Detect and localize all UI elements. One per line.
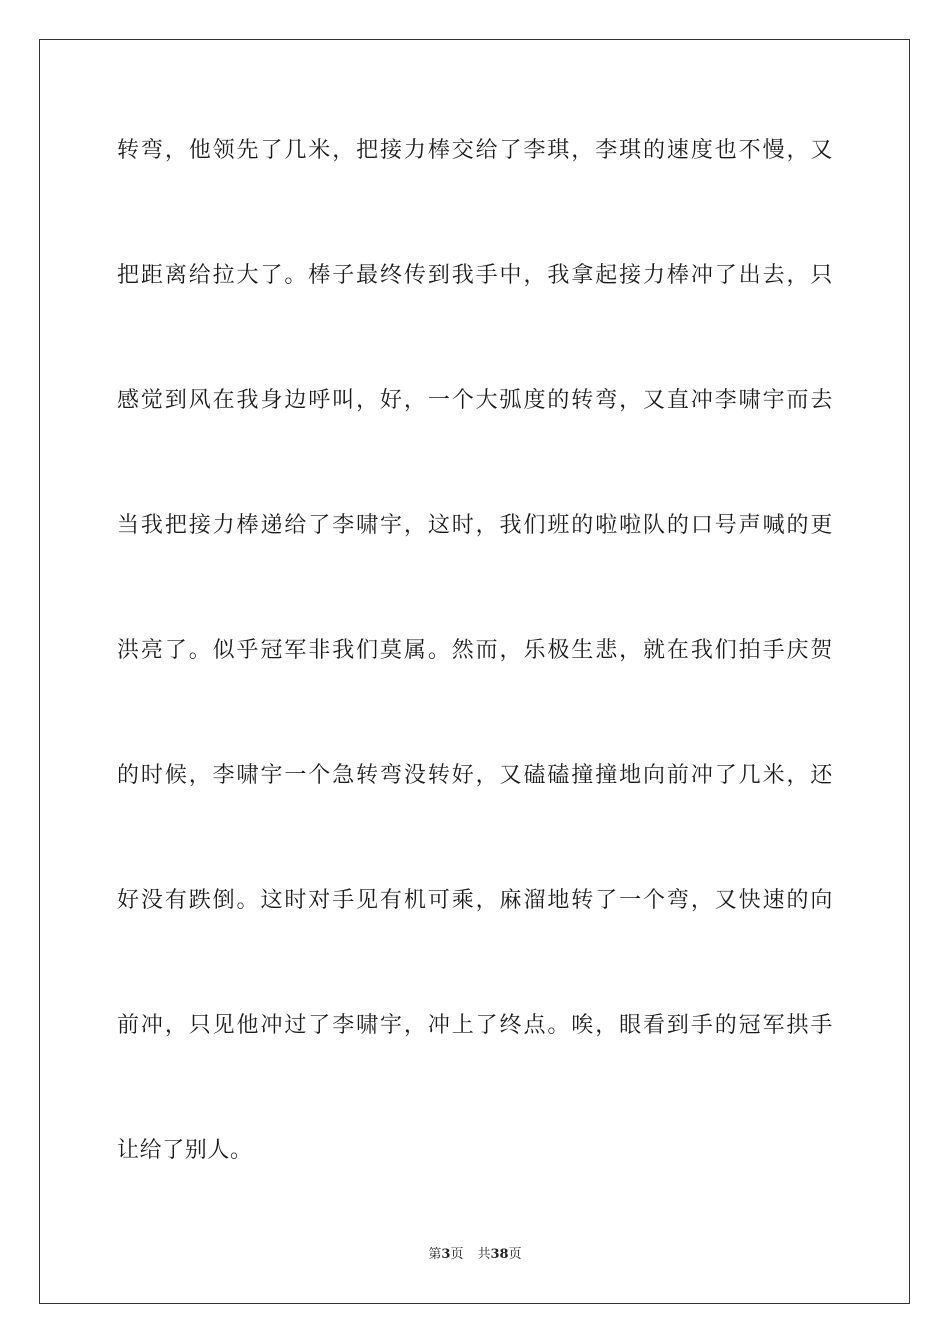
- paragraph-line: 转弯，他领先了几米，把接力棒交给了李琪，李琪的速度也不慢，又: [117, 138, 833, 163]
- paragraph-line: 前冲，只见他冲过了李啸宇，冲上了终点。唉，眼看到手的冠军拱手: [117, 1013, 833, 1038]
- page-total: 共38页: [477, 1247, 522, 1262]
- paragraph-line: 把距离给拉大了。棒子最终传到我手中，我拿起接力棒冲了出去，只: [117, 263, 833, 288]
- paragraph-line: 的时候，李啸宇一个急转弯没转好，又磕磕撞撞地向前冲了几米，还: [117, 763, 833, 788]
- paragraph-line: 让给了别人。: [117, 1138, 253, 1163]
- paragraph-line: 感觉到风在我身边呼叫，好，一个大弧度的转弯，又直冲李啸宇而去: [117, 388, 833, 413]
- page-footer: [0, 1246, 950, 1264]
- page-number: 第3页: [428, 1247, 464, 1262]
- page-border: [39, 39, 910, 1304]
- paragraph-line: 好没有跌倒。这时对手见有机可乘，麻溜地转了一个弯，又快速的向: [117, 888, 833, 913]
- paragraph-line: 当我把接力棒递给了李啸宇，这时，我们班的啦啦队的口号声喊的更: [117, 513, 833, 538]
- paragraph-line: 洪亮了。似乎冠军非我们莫属。然而，乐极生悲，就在我们拍手庆贺: [117, 638, 833, 663]
